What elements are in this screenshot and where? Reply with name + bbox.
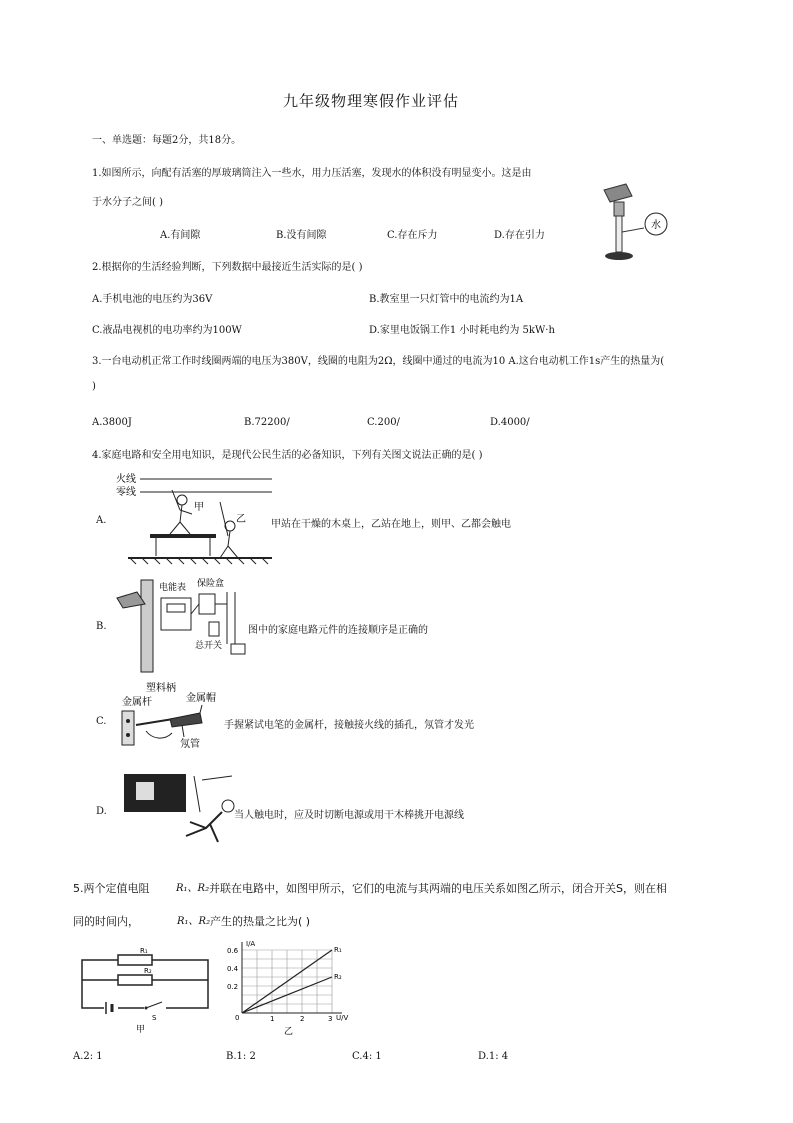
- piston-cylinder-figure: [596, 182, 676, 268]
- graph-ylabel: I/A: [246, 940, 256, 948]
- neutral-wire-label: 零线: [116, 487, 136, 498]
- q3-option-c[interactable]: C.200/: [367, 417, 400, 428]
- fuse-box-label: 保险盒: [197, 579, 225, 589]
- q3-stem-line2: ): [92, 381, 96, 392]
- ytick-04: 0.4: [227, 965, 239, 973]
- q5-stem-part4: 产生的热量之比为( ): [210, 915, 311, 928]
- main-switch-label: 总开关: [195, 641, 223, 651]
- graph-caption: 乙: [284, 1027, 294, 1037]
- metal-rod-label: 金属杆: [122, 697, 152, 708]
- q4-option-d-letter[interactable]: D.: [96, 806, 107, 817]
- origin-label: 0: [235, 1014, 240, 1022]
- person-yi-label: 乙: [236, 514, 246, 525]
- q4-option-c-text: 手握紧试电笔的金属杆，接触接火线的插孔，氖管才发光: [224, 720, 474, 731]
- q5-r12-label: R₁、R₂: [176, 883, 210, 894]
- q1-stem-line2: 于水分子之间( ): [92, 197, 163, 208]
- q4-option-b-letter[interactable]: B.: [96, 621, 107, 632]
- q4-option-a-text: 甲站在干燥的木桌上，乙站在地上，则甲、乙都会触电: [271, 519, 511, 530]
- xtick-3: 3: [328, 1015, 333, 1023]
- circuit-caption: 甲: [136, 1025, 146, 1035]
- q1-option-a[interactable]: A.有间隙: [160, 230, 201, 241]
- q5-option-c[interactable]: C.4: 1: [352, 1051, 382, 1062]
- r1-label: R₁: [140, 947, 148, 955]
- section-heading: 一、单选题：每题2分，共18分。: [92, 135, 242, 146]
- metal-cap-label: 金属帽: [186, 693, 216, 704]
- ytick-02: 0.2: [227, 983, 239, 991]
- q3-option-a[interactable]: A.3800J: [92, 417, 132, 428]
- meter-label: 电能表: [159, 583, 187, 593]
- neon-tube-label: 氖管: [180, 739, 200, 750]
- electrocution-figure: [112, 470, 272, 568]
- q1-stem-line1: 1.如图所示，向配有活塞的厚玻璃筒注入一些水，用力压活塞，发现水的体积没有明显变小。这是由: [92, 168, 532, 179]
- plastic-handle-label: 塑料柄: [146, 683, 176, 694]
- q5-stem-part3: 同的时间内，: [73, 915, 139, 928]
- parallel-circuit-figure: [78, 944, 212, 1034]
- ytick-06: 0.6: [227, 947, 239, 955]
- q4-option-c-letter[interactable]: C.: [96, 716, 107, 727]
- xtick-2: 2: [300, 1015, 305, 1023]
- q5-option-a[interactable]: A.2: 1: [73, 1051, 103, 1062]
- q2-option-c[interactable]: C.液晶电视机的电功率约为100W: [92, 325, 242, 336]
- rescue-figure: [122, 772, 236, 848]
- page-title: 九年级物理寒假作业评估: [283, 92, 460, 110]
- q5-option-b[interactable]: B.1: 2: [226, 1051, 256, 1062]
- graph-xlabel: U/V: [336, 1014, 349, 1022]
- q3-option-d[interactable]: D.4000/: [490, 417, 530, 428]
- q1-option-b[interactable]: B.没有间隙: [276, 230, 327, 241]
- q3-stem-line1: 3.一台电动机正常工作时线圈两端的电压为380V，线圈的电阻为2Ω，线圈中通过的电流为10 A.这台电动机工作1s产生的热量为(: [92, 356, 665, 367]
- q5-r12-label-2: R₁、R₂: [177, 916, 211, 927]
- q5-stem-part2: 并联在电路中，如图甲所示，它们的电流与其两端的电压关系如图乙所示，闭合开关S，则在相: [209, 882, 667, 895]
- q1-option-d[interactable]: D.存在引力: [494, 230, 545, 241]
- graph-r2-label: R₂: [334, 973, 342, 981]
- q4-option-a-letter[interactable]: A.: [96, 515, 107, 526]
- xtick-1: 1: [270, 1015, 275, 1023]
- q1-option-c[interactable]: C.存在斥力: [387, 230, 438, 241]
- q2-option-a[interactable]: A.手机电池的电压约为36V: [92, 294, 213, 305]
- household-circuit-figure: [115, 578, 255, 672]
- q2-option-b[interactable]: B.教室里一只灯管中的电流约为1A: [369, 294, 524, 305]
- switch-label: S: [152, 1014, 157, 1022]
- person-jia-label: 甲: [194, 502, 204, 513]
- test-pen-figure: [116, 681, 224, 753]
- q3-option-b[interactable]: B.72200/: [244, 417, 290, 428]
- q4-option-b-text: 图中的家庭电路元件的连接顺序是正确的: [248, 625, 428, 636]
- live-wire-label: 火线: [116, 474, 136, 485]
- q4-stem: 4.家庭电路和安全用电知识，是现代公民生活的必备知识，下列有关图文说法正确的是( ): [92, 450, 483, 461]
- q4-option-d-text: 当人触电时，应及时切断电源或用干木棒挑开电源线: [234, 810, 464, 821]
- q5-option-d[interactable]: D.1: 4: [478, 1051, 509, 1062]
- q2-option-d[interactable]: D.家里电饭锅工作1 小时耗电约为 5kW·h: [369, 325, 555, 336]
- graph-r1-label: R₁: [334, 946, 342, 954]
- q2-stem: 2.根据你的生活经验判断，下列数据中最接近生活实际的是( ): [92, 262, 363, 273]
- water-label: 水: [651, 220, 661, 231]
- r2-label: R₂: [144, 967, 152, 975]
- iu-graph-figure: [226, 940, 356, 1038]
- q5-stem-part1: 5.两个定值电阻: [73, 882, 150, 895]
